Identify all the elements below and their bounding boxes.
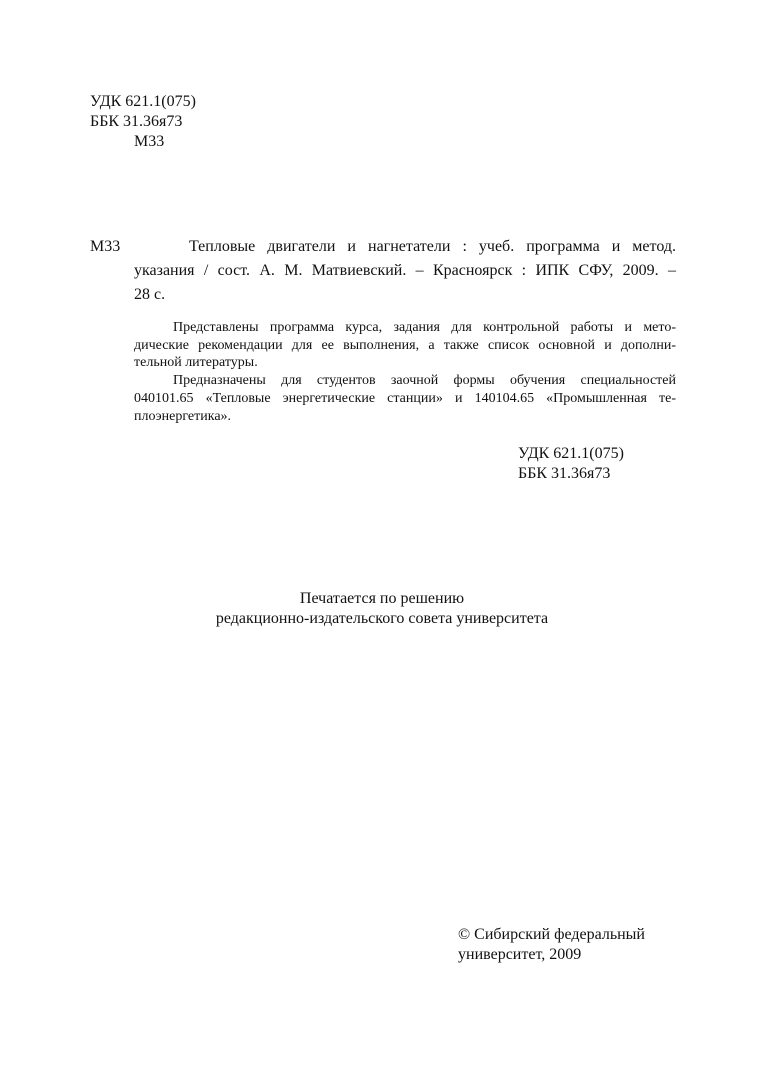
- author-mark-top: М33: [134, 133, 165, 150]
- bbk-code-bottom: ББК 31.36я73: [518, 465, 611, 482]
- publication-note-line-2: редакционно-издательского совета университета: [215, 610, 549, 627]
- annotation-p1-line-2: дические рекомендации для ее выполнения, а также список основной и дополни-: [134, 338, 676, 353]
- udk-code-bottom: УДК 621.1(075): [518, 445, 624, 462]
- udk-code-top: УДК 621.1(075): [90, 93, 196, 110]
- copyright-line-2: университет, 2009: [458, 946, 582, 963]
- annotation-p1-line-1: Представлены программа курса, задания для контрольной работы и мето-: [173, 320, 676, 335]
- bibliographic-title-line-3: 28 с.: [134, 286, 166, 303]
- annotation-p1-line-3: тельной литературы.: [134, 355, 258, 370]
- copyright-line-1: © Сибирский федеральный: [458, 926, 645, 943]
- annotation-p2-line-1: Предназначены для студентов заочной формы обучения специальностей: [173, 373, 676, 388]
- bbk-code-top: ББК 31.36я73: [90, 113, 183, 130]
- publication-note-line-1: Печатается по решению: [299, 590, 465, 607]
- annotation-p2-line-2: 040101.65 «Тепловые энергетические станции» и 140104.65 «Промышленная те-: [134, 391, 676, 406]
- bibliographic-title-line-1: Тепловые двигатели и нагнетатели : учеб. программа и метод.: [189, 238, 676, 255]
- bibliographic-title-line-2: указания / сост. А. М. Матвиевский. – Красноярск : ИПК СФУ, 2009. –: [134, 262, 676, 279]
- annotation-p2-line-3: плоэнергетика».: [134, 409, 232, 424]
- author-mark-entry: М33: [90, 238, 121, 255]
